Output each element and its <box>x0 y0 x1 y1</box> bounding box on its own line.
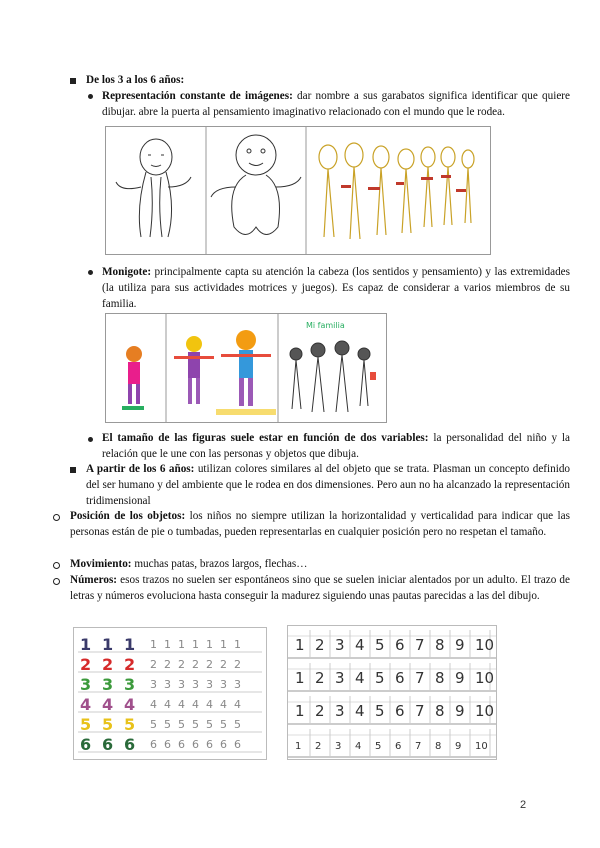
worksheet-practice-digit: 5 <box>234 718 241 731</box>
worksheet-practice-digit: 5 <box>178 718 185 731</box>
traced-digit: 8 <box>435 702 445 720</box>
figure-early-drawings <box>105 126 491 255</box>
traced-digit: 6 <box>395 636 405 654</box>
square-bullet-icon <box>70 78 76 84</box>
worksheet-practice-digit: 6 <box>234 738 241 751</box>
section-from-6: A partir de los 6 años: utilizan colores similares al del objeto que se trata. Plasman un concepto definido del ser humano y del ambiente que le rodea en dos dimensiones. Pero aun no ha alcanzado la representación tridimensional <box>86 463 571 507</box>
worksheet-digit: 2 <box>124 655 136 674</box>
worksheet-practice-digit: 1 <box>150 638 157 651</box>
worksheet-practice-digit: 3 <box>150 678 157 691</box>
worksheet-practice-digit: 5 <box>206 718 213 731</box>
traced-digit: 4 <box>355 636 365 654</box>
worksheet-practice-digit: 1 <box>220 638 227 651</box>
traced-digit: 2 <box>315 669 325 687</box>
traced-digit: 2 <box>315 636 325 654</box>
worksheet-practice-digit: 3 <box>178 678 185 691</box>
worksheet-practice-digit: 2 <box>220 658 227 671</box>
item-numeros: Números: esos trazos no suelen ser espontáneos sino que se suelen iniciar alentados por un adulto. El trazo de letras y números evoluciona hasta conseguir la madurez siguiendo unas pautas parecidas a las del dibujo. <box>70 574 570 602</box>
item-posicion: Posición de los objetos: los niños no siempre utilizan la horizontalidad y verticalidad para indicar que las personas están de pie o tumbadas, pueden representarlas en cualquier posición pero no respetan el tamaño. <box>70 510 570 538</box>
worksheet-practice-digit: 3 <box>192 678 199 691</box>
traced-digit: 3 <box>335 741 342 752</box>
traced-digit: 8 <box>435 636 445 654</box>
worksheet-practice-digit: 4 <box>192 698 199 711</box>
worksheet-practice-digit: 2 <box>234 658 241 671</box>
traced-digit: 5 <box>375 741 382 752</box>
worksheet-practice-digit: 2 <box>206 658 213 671</box>
worksheet-practice-digit: 2 <box>178 658 185 671</box>
traced-digit: 9 <box>455 741 462 752</box>
worksheet-practice-digit: 6 <box>206 738 213 751</box>
worksheet-digit: 2 <box>80 655 92 674</box>
worksheet-digit: 6 <box>80 735 92 754</box>
worksheet-digit: 6 <box>102 735 114 754</box>
worksheet-digit: 4 <box>80 695 92 714</box>
figure-number-worksheet-colored <box>73 627 267 760</box>
traced-digit: 3 <box>335 702 345 720</box>
worksheet-practice-digit: 6 <box>192 738 199 751</box>
ring-bullet-icon <box>53 514 60 521</box>
traced-digit: 9 <box>455 669 465 687</box>
traced-digit: 2 <box>315 741 322 752</box>
worksheet-practice-digit: 2 <box>150 658 157 671</box>
traced-digit: 1 <box>295 669 305 687</box>
traced-digit: 7 <box>415 702 425 720</box>
figure-number-worksheet-traced <box>287 625 497 760</box>
ring-bullet-icon <box>53 562 60 569</box>
traced-digit: 10 <box>475 636 495 654</box>
worksheet-practice-digit: 4 <box>150 698 157 711</box>
item-movimiento: Movimiento: muchas patas, brazos largos, flechas… <box>70 558 308 570</box>
worksheet-practice-digit: 4 <box>234 698 241 711</box>
page-number: 2 <box>520 799 527 811</box>
traced-digit: 5 <box>375 669 385 687</box>
worksheet-digit: 2 <box>102 655 114 674</box>
traced-digits-worksheet <box>288 626 496 759</box>
worksheet-digit: 5 <box>124 715 136 734</box>
section-heading-3-6: De los 3 a los 6 años: <box>86 74 185 86</box>
worksheet-practice-digit: 5 <box>150 718 157 731</box>
traced-digit: 6 <box>395 741 402 752</box>
worksheet-digit: 3 <box>102 675 114 694</box>
worksheet-digit: 3 <box>124 675 136 694</box>
dot-bullet-icon <box>88 94 93 99</box>
traced-digit: 9 <box>455 636 465 654</box>
worksheet-practice-digit: 6 <box>164 738 171 751</box>
worksheet-digit: 6 <box>124 735 136 754</box>
traced-digit: 10 <box>475 669 495 687</box>
traced-digit: 10 <box>475 702 495 720</box>
traced-digit: 1 <box>295 702 305 720</box>
square-bullet-icon <box>70 467 76 473</box>
worksheet-practice-digit: 5 <box>220 718 227 731</box>
worksheet-practice-digit: 1 <box>192 638 199 651</box>
traced-digit: 4 <box>355 669 365 687</box>
worksheet-practice-digit: 3 <box>206 678 213 691</box>
worksheet-practice-digit: 3 <box>164 678 171 691</box>
traced-digit: 9 <box>455 702 465 720</box>
worksheet-practice-digit: 3 <box>220 678 227 691</box>
worksheet-practice-digit: 2 <box>192 658 199 671</box>
worksheet-digit: 5 <box>80 715 92 734</box>
worksheet-practice-digit: 6 <box>150 738 157 751</box>
worksheet-practice-digit: 4 <box>220 698 227 711</box>
traced-digit: 7 <box>415 636 425 654</box>
traced-digit: 3 <box>335 636 345 654</box>
traced-digit: 8 <box>435 741 442 752</box>
figure-monigote-drawings <box>105 313 387 423</box>
colored-digits-worksheet <box>74 628 266 759</box>
traced-digit: 6 <box>395 702 405 720</box>
traced-digit: 4 <box>355 702 365 720</box>
family-drawing-label: Mi familia <box>306 321 345 330</box>
traced-digit: 6 <box>395 669 405 687</box>
traced-digit: 4 <box>355 741 362 752</box>
worksheet-practice-digit: 2 <box>164 658 171 671</box>
worksheet-practice-digit: 3 <box>234 678 241 691</box>
worksheet-digit: 5 <box>102 715 114 734</box>
item-tamano-figuras: El tamaño de las figuras suele estar en función de dos variables: la personalidad del niño y la relación que le une con las personas y objetos que dibuja. <box>102 432 570 460</box>
worksheet-digit: 1 <box>124 635 136 654</box>
worksheet-practice-digit: 1 <box>206 638 213 651</box>
monigote-illustration <box>106 314 386 422</box>
traced-digit: 5 <box>375 636 385 654</box>
worksheet-practice-digit: 5 <box>192 718 199 731</box>
dot-bullet-icon <box>88 270 93 275</box>
traced-digit: 10 <box>475 741 488 752</box>
ring-bullet-icon <box>53 578 60 585</box>
worksheet-digit: 3 <box>80 675 92 694</box>
worksheet-practice-digit: 4 <box>206 698 213 711</box>
worksheet-practice-digit: 1 <box>178 638 185 651</box>
worksheet-practice-digit: 1 <box>164 638 171 651</box>
worksheet-digit: 4 <box>102 695 114 714</box>
worksheet-digit: 4 <box>124 695 136 714</box>
worksheet-digit: 1 <box>102 635 114 654</box>
worksheet-practice-digit: 6 <box>178 738 185 751</box>
worksheet-practice-digit: 4 <box>164 698 171 711</box>
traced-digit: 5 <box>375 702 385 720</box>
item-monigote: Monigote: principalmente capta su atención la cabeza (los sentidos y pensamiento) y las extremidades (la utiliza para sus actividades motrices y juegos). Es capaz de considerar a varios miembros de su familia. <box>102 266 570 310</box>
worksheet-practice-digit: 5 <box>164 718 171 731</box>
traced-digit: 3 <box>335 669 345 687</box>
traced-digit: 1 <box>295 741 302 752</box>
drawings-illustration <box>106 127 490 254</box>
traced-digit: 1 <box>295 636 305 654</box>
worksheet-practice-digit: 4 <box>178 698 185 711</box>
traced-digit: 8 <box>435 669 445 687</box>
traced-digit: 7 <box>415 669 425 687</box>
dot-bullet-icon <box>88 437 93 442</box>
traced-digit: 2 <box>315 702 325 720</box>
item-representacion: Representación constante de imágenes: dar nombre a sus garabatos significa identificar que quiere dibujar. abre la puerta al pensamiento imaginativo relacionado con el mundo que le rodea. <box>102 90 570 118</box>
worksheet-digit: 1 <box>80 635 92 654</box>
traced-digit: 7 <box>415 741 422 752</box>
worksheet-practice-digit: 6 <box>220 738 227 751</box>
worksheet-practice-digit: 1 <box>234 638 241 651</box>
